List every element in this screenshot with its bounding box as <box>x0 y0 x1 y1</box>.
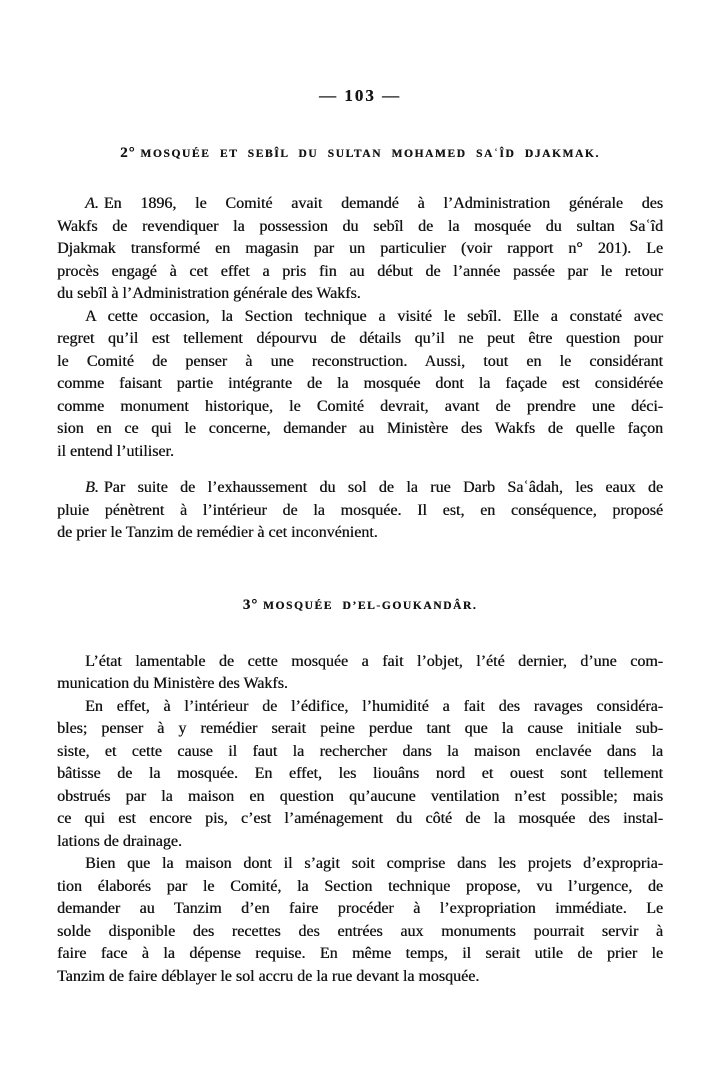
text-line: du sebîl à l’Administration générale des Wakfs. <box>57 285 361 302</box>
text-line: Bien que la maison dont il s’agit soit comprise dans les projets d’expropria- <box>85 855 663 872</box>
text-line: comme faisant partie intégrante de la mosquée dont la façade est considérée <box>57 375 663 392</box>
text-line: bles; penser à y remédier serait peine perdue tant que la cause initiale sub- <box>57 720 663 737</box>
text-line: de prier le Tanzim de remédier à cet inconvénient. <box>57 524 378 541</box>
page-body <box>57 144 663 988</box>
page-number: — 103 — <box>319 86 401 105</box>
text-line: il entend l’utiliser. <box>57 442 174 460</box>
text-line: Wakfs de revendiquer la possession du sebîl de la mosquée du sultan Saʿîd <box>57 217 663 235</box>
paragraph <box>57 477 663 545</box>
paragraph <box>57 193 663 306</box>
heading-title: MOSQUÉE D’EL-GOUKANDÂR. <box>262 599 478 612</box>
text-line: bâtisse de la mosquée. En effet, les liouâns nord et ouest sont tellement <box>57 765 663 782</box>
text-line: munication du Ministère des Wakfs. <box>57 675 288 692</box>
text-line: solde disponible des recettes des entrées aux monuments pourrait servir à <box>57 922 663 940</box>
text-line: le Comité de penser à une reconstruction. Aussi, tout en le considérant <box>57 352 663 370</box>
text-line: L’état lamentable de cette mosquée a fait l’objet, l’été dernier, d’une com- <box>85 652 663 670</box>
paragraph <box>57 696 663 854</box>
text-line: pluie pénètrent à l’intérieur de la mosquée. Il est, en conséquence, proposé <box>57 501 663 519</box>
heading-number: 2° <box>120 145 141 161</box>
paragraph <box>57 651 663 696</box>
text-line: Tanzim de faire déblayer le sol accru de la rue devant la mosquée. <box>57 967 480 985</box>
text-line: procès engagé à cet effet a pris fin au début de l’année passée par le retour <box>57 262 663 280</box>
text-line: obstrués par la maison en question qu’aucune ventilation n’est possible; mais <box>57 787 663 805</box>
section-heading <box>57 596 663 615</box>
text-line: B. Par suite de l’exhaussement du sol de la rue Darb Saʿâdah, les eaux de <box>85 479 663 496</box>
text-line: sion en ce qui le concerne, demander au Ministère des Wakfs de quelle façon <box>57 420 663 437</box>
text-line: A cette occasion, la Section technique a visité le sebîl. Elle a constaté avec <box>85 307 663 325</box>
paragraph <box>57 853 663 988</box>
paragraph-lead: B. <box>85 479 99 496</box>
paragraph <box>57 306 663 464</box>
text-line: A. En 1896, le Comité avait demandé à l’Administration générale des <box>85 195 663 212</box>
section-heading <box>57 144 663 163</box>
text-line: comme monument historique, le Comité devrait, avant de prendre une déci- <box>57 397 663 415</box>
text-line: regret qu’il est tellement dépourvu de détails qu’il ne peut être question pour <box>57 330 663 347</box>
text-line: tion élaborés par le Comité, la Section technique propose, vu l’urgence, de <box>57 877 663 895</box>
text-line: En effet, à l’intérieur de l’édifice, l’humidité a fait des ravages considéra- <box>85 697 663 715</box>
paragraph-lead: A. <box>85 195 99 212</box>
text-line: ce qui est encore pis, c’est l’aménagement du côté de la mosquée des instal- <box>57 810 663 827</box>
text-line: Djakmak transformé en magasin par un particulier (voir rapport n° 201). Le <box>57 240 663 257</box>
text-line: faire face à la dépense requise. En même temps, il serait utile de prier le <box>57 945 663 962</box>
text-line: lations de drainage. <box>57 832 182 850</box>
heading-number: 3° <box>242 596 263 613</box>
text-line: siste, et cette cause il faut la rechercher dans la maison enclavée dans la <box>57 742 663 760</box>
heading-title: MOSQUÉE ET SEBÎL DU SULTAN MOHAMED SAʿÎD DJAKMAK. <box>140 148 600 160</box>
text-line: demander au Tanzim d’en faire procéder à l’expropriation immédiate. Le <box>57 900 663 917</box>
